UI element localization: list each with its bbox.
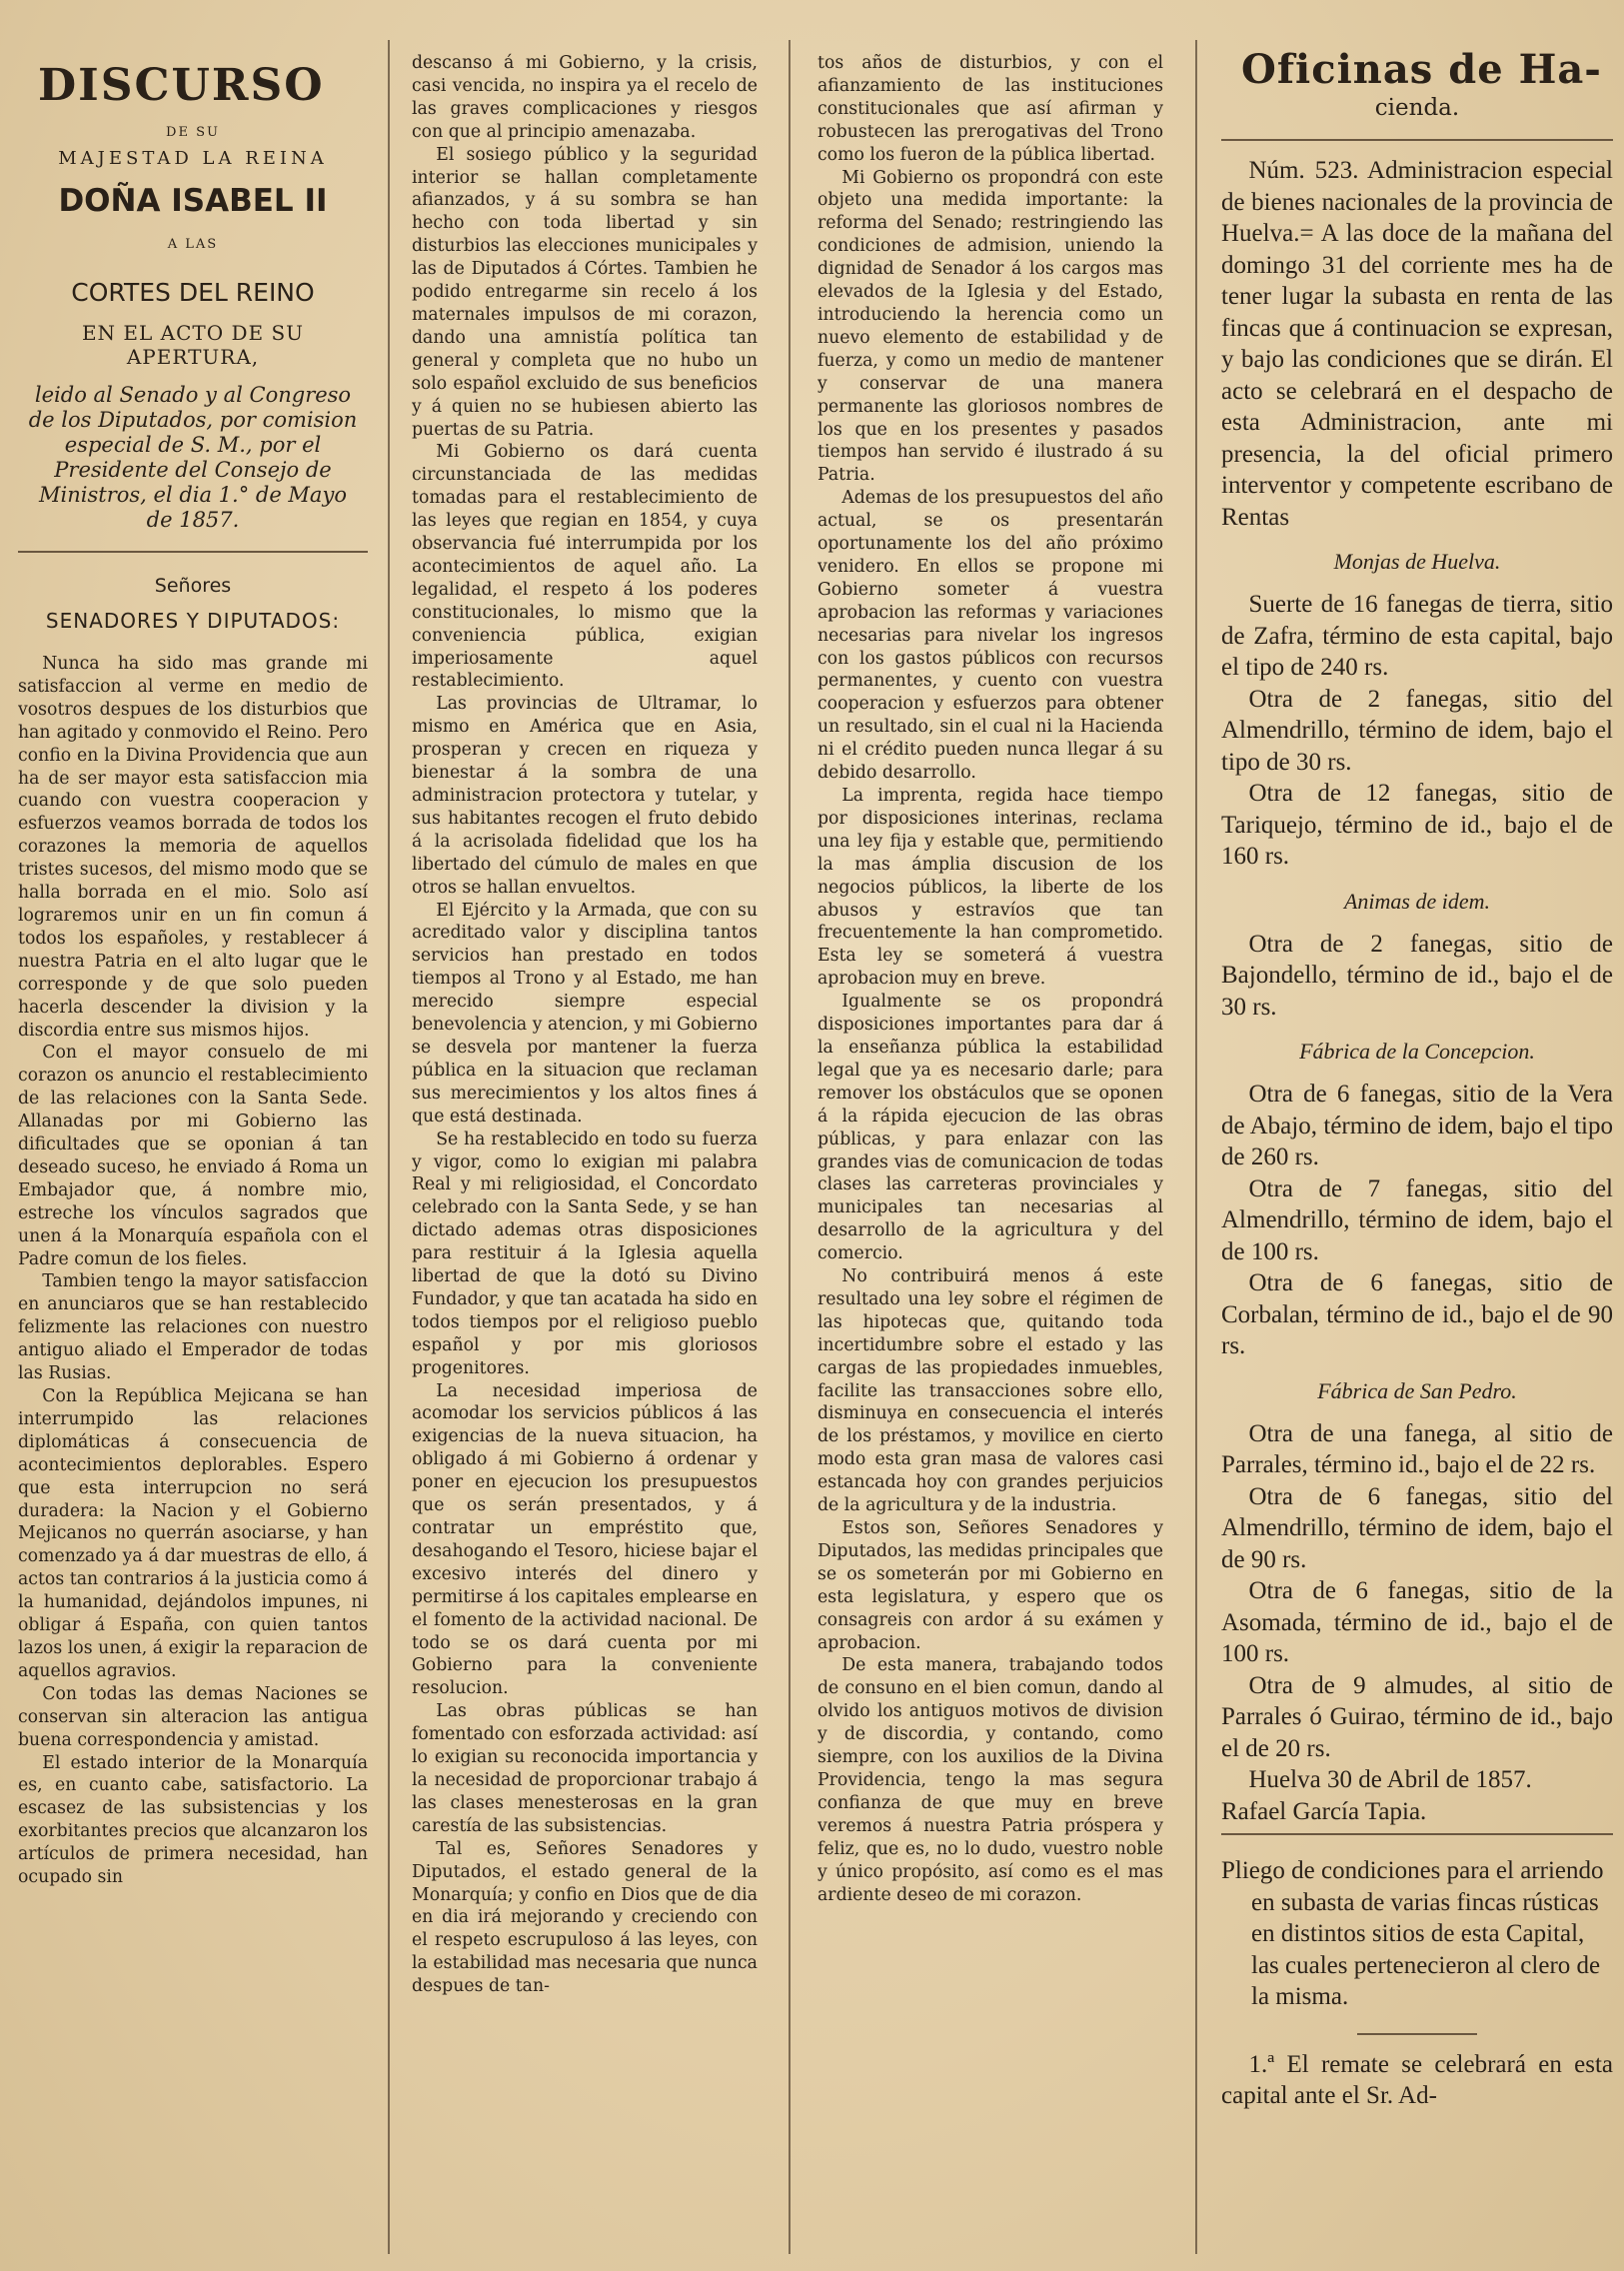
paragraph: El estado interior de la Monarquía es, en cuanto cabe, satisfactorio. La escasez de las subsistencias y los exorbitantes precios que alcanzaron los artículos de primera necesidad, han ocupado sin <box>18 1752 368 1888</box>
acto-heading: EN EL ACTO DE SU APERTURA, <box>81 321 305 369</box>
majestad-line: MAJESTAD LA REINA <box>58 148 328 169</box>
paragraph: Con todas las demas Naciones se conservan sin alteracion las antigua buena correspondencia y amistad. <box>18 1683 368 1750</box>
paragraph: Con el mayor consuelo de mi corazon os anuncio el restablecimiento de las relaciones con la Santa Sede. Allanadas por mi Gobierno las dificultades que se oponian á tan deseado suceso, he enviado á Roma un Embajador que, á nombre mio, estreche los vínculos sagrados que unen á la Monarquía española con el Padre comun de los fieles. <box>18 1043 368 1269</box>
column-rule <box>1195 40 1197 2254</box>
paragraph: Las provincias de Ultramar, lo mismo en América que en Asia, prosperan y crecen en riqueza y bienestar á la sombra de una administracion protectora y tutelar, y sus habitantes recogen el fruto debido á la acrisolada fidelidad que los ha libertado del cúmulo de males en que otros se hallan envueltos. <box>412 694 758 898</box>
paragraph: No contribuirá menos á este resultado una ley sobre el régimen de las hipotecas que, quitando toda incertidumbre sobre el estado y las cargas de las propiedades inmuebles, facilite las transacciones sobre ello, disminuya en consecuencia el interés de los préstamos, y movilice en cierto modo esta gran masa de valores casi estancada hoy con grandes perjuicios de la agricultura y de la industria. <box>817 1266 1163 1516</box>
condition-1: 1.ª El remate se celebrará en esta capital ante el Sr. Ad- <box>1221 2050 1613 2109</box>
paragraph: El Ejército y la Armada, que con su acreditado valor y disciplina tantos servicios han prestado en todos tiempos al Trono y al Estado, me han merecido siempre especial benevolencia y atencion, y mi Gobierno se desvela por mantener la fuerza pública en la situacion que reclaman sus merecimientos y los altos fines á que está destinada. <box>412 900 758 1127</box>
date-line: Huelva 30 de Abril de 1857. <box>1248 1766 1532 1793</box>
paragraph: La necesidad imperiosa de acomodar los servicios públicos á las exigencias de la nueva situacion, ha obligado á mi Gobierno á ordenar y poner en ejecucion los presupuestos que os serán presentados, y á contratar un empréstito que, desahogando el Tesoro, hiciese bajar el excesivo interés del dinero y permitirse á los capitales emplearse en el fomento de la actividad nacional. De todo se os dará cuenta por mi Gobierno para la conveniente resolucion. <box>412 1380 758 1699</box>
paragraph: Se ha restablecido en todo su fuerza y vigor, como lo exigian mi palabra Real y mi religiosidad, el Concordato celebrado con la Santa Sede, y se han dictado ademas otras disposiciones para restituir á la Iglesia aquella libertad de que la dotó su Divino Fundador, y que tan acatada ha sido en todos tiempos por el religioso pueblo español y por mis gloriosos progenitores. <box>412 1129 758 1378</box>
signature: Rafael García Tapia. <box>1221 1797 1427 1825</box>
paragraph: tos años de disturbios, y con el afianzamiento de las instituciones constitucionales que así afirman y robustecen las prerogativas del Trono como los fueron de la pública libertad. <box>817 53 1163 165</box>
column-discurso-2 <box>412 52 758 2261</box>
column-discurso-3 <box>817 52 1163 2261</box>
paragraph: Mi Gobierno os dará cuenta circunstanciada de las medidas tomadas para el restablecimiento de las leyes que regian en 1854, y cuya observancia fué interrumpida por los acontecimientos de aquel año. La legalidad, el respeto á los poderes constitucionales, lo mismo que la conveniencia pública, exigian imperiosamente aquel restablecimiento. <box>412 442 758 692</box>
lot-item: Otra de 9 almudes, al sitio de Parrales ó Guirao, término de id., bajo el de 20 rs. <box>1221 1671 1613 1762</box>
oficinas-title: Oficinas de Ha- <box>1241 46 1602 93</box>
lot-item: Otra de 6 fanegas, sitio de la Asomada, término de id., bajo el de 100 rs. <box>1221 1577 1613 1667</box>
cortes-heading: CORTES DEL REINO <box>71 278 315 307</box>
paragraph: Tambien tengo la mayor satisfaccion en anunciaros que se han restablecido felizmente las relaciones con nuestro antiguo aliado el Emperador de todas las Rusias. <box>18 1271 368 1384</box>
section-heading: Fábrica de la Concepcion. <box>1299 1039 1535 1064</box>
section-heading: Animas de idem. <box>1343 888 1491 914</box>
leido-note: leido al Senado y al Congreso de los Diputados, por comision especial de S. M., por el Presidente del Consejo de Ministros, el dia 1.° de Mayo de 1857. <box>28 383 358 532</box>
announcement-intro: Núm. 523. Administracion especial de bienes nacionales de la provincia de Huelva.= A las doce de la mañana del domingo 31 del corriente mes ha de tener lugar la subasta en renta de las fincas que á continuacion se expresan, y bajo las condiciones que se dirán. El acto se celebrará en el despacho de esta Administracion, ante mi presencia, la del oficial primero interventor y competente escribano de Rentas <box>1221 157 1613 531</box>
paragraph: La imprenta, regida hace tiempo por disposiciones interinas, reclama una ley fija y estable que, permitiendo la mas ámplia discusion de los negocios públicos, la liberte de los abusos y estravíos que tan frecuentemente la han comprometido. Esta ley se someterá á vuestra aprobacion muy en breve. <box>817 786 1163 990</box>
lot-item: Otra de 6 fanegas, sitio del Almendrillo, término de idem, bajo el de 90 rs. <box>1221 1482 1613 1573</box>
lot-item: Otra de 12 fanegas, sitio de Tariquejo, término de id., bajo el de 160 rs. <box>1221 780 1613 870</box>
lot-item: Otra de 2 fanegas, sitio del Almendrillo, término de idem, bajo el tipo de 30 rs. <box>1221 685 1613 776</box>
lot-item: Otra de una fanega, al sitio de Parrales, término id., bajo el de 22 rs. <box>1221 1419 1613 1478</box>
divider <box>1221 139 1613 141</box>
divider <box>18 551 368 553</box>
lot-item: Otra de 6 fanegas, sitio de la Vera de Abajo, término de idem, bajo el tipo de 260 rs. <box>1221 1081 1613 1170</box>
paragraph: De esta manera, trabajando todos de consuno en el bien comun, dando al olvido los antiguos motivos de division y de discordia, y contando, como siempre, con los auxilios de la Divina Providencia, tengo la mas segura confianza de que muy en breve veremos á nuestra Patria próspera y feliz, que es, no lo dudo, vuestro noble y único propósito, así como es el mas ardiente deseo de mi corazon. <box>817 1655 1163 1905</box>
short-divider <box>1357 2033 1477 2035</box>
section-heading: Monjas de Huelva. <box>1333 549 1501 574</box>
column-oficinas-hacienda <box>1221 40 1613 2249</box>
lot-item: Otra de 6 fanegas, sitio de Corbalan, término de id., bajo el de 90 rs. <box>1221 1269 1613 1359</box>
paragraph: Tal es, Señores Senadores y Diputados, el estado general de la Monarquía; y confio en Dios que de dia en dia irá mejorando y creciendo con el respeto escrupuloso á las leyes, con la estabilidad mas necesaria que nunca despues de tan- <box>412 1838 758 1997</box>
paragraph: Nunca ha sido mas grande mi satisfaccion al verme en medio de vosotros despues de los disturbios que han agitado y conmovido el Reino. Pero confio en la Divina Providencia que aun ha de ser mayor esta satisfaccion mia cuando con vuestra cooperacion y esfuerzos veamos borrada de todos los corazones la memoria de aquellos tristes sucesos, del mismo modo que se halla borrada en el mio. Solo así lograremos unir en un fin comun á todos los españoles, y restablecer á nuestra Patria en el alto lugar que le corresponde y de que solo pueden hacerla descender la division y la discordia entre sus mismos hijos. <box>18 654 368 1041</box>
column-rule <box>789 40 791 2254</box>
queen-name: DOÑA ISABEL II <box>58 183 328 219</box>
lot-item: Otra de 7 fanegas, sitio del Almendrillo, término de idem, bajo el de 100 rs. <box>1221 1174 1613 1265</box>
paragraph: Las obras públicas se han fomentado con esforzada actividad: así lo exigian su reconocida importancia y la necesidad de proporcionar trabajo á las clases menesterosas en la gran carestía de las subsistencias. <box>412 1701 758 1836</box>
senadores-heading: SENADORES Y DIPUTADOS: <box>45 609 341 633</box>
a-las: A LAS <box>167 237 219 252</box>
column-rule <box>388 40 390 2254</box>
discurso-title: DISCURSO <box>38 60 325 111</box>
lot-item: Otra de 2 fanegas, sitio de Bajondello, término de id., bajo el de 30 rs. <box>1221 930 1613 1021</box>
paragraph: Mi Gobierno os propondrá con este objeto una medida importante: la reforma del Senado; restringiendo las condiciones de admision, uniendo la dignidad de Senador á los cargos mas elevados de la Iglesia y del Estado, introduciendo la herencia como un nuevo elemento de estabilidad y de fuerza, y como un medio de mantener y conservar de una manera permanente las gloriosos nombres de los que en los presentes y pasados tiempos han servido é ilustrado á su Patria. <box>817 167 1163 486</box>
oficinas-title-cont: cienda. <box>1374 95 1460 121</box>
paragraph: Igualmente se os propondrá disposiciones importantes para dar á la enseñanza pública la estabilidad legal que ya es necesario darle; para remover los obstáculos que se oponen á la rápida ejecucion de las obras públicas, y para enlazar con las grandes vias de comunicacion de todas clases las carreteras provinciales y municipales tan necesarias al desarrollo de la agricultura y del comercio. <box>817 992 1163 1264</box>
paragraph: Con la República Mejicana se han interrumpido las relaciones diplomáticas á consecuencia de acontecimientos deplorables. Espero que esta interrupcion no será duradera: la Nacion y el Gobierno Mejicanos no querrán asociarse, y han comenzado ya á dar muestras de ello, á actos tan contrarios á la justicia como á la humanidad, dejándolos impunes, ni obligar á España, con quien tantos lazos los unen, á exigir la reparacion de aquellos agravios. <box>18 1386 368 1681</box>
divider <box>1221 1833 1613 1835</box>
paragraph: El sosiego público y la seguridad interior se hallan completamente afianzados, y á su sombra se han hecho con toda libertad y sin disturbios las elecciones municipales y las de Diputados á Córtes. Tambien he podido entregarme sin recelo á los maternales impulsos de mi corazon, dando una amnistía política tan general y completa que no hubo un solo español excluido de sus beneficios y á quien no se hubiesen abierto las puertas de su Patria. <box>412 144 758 440</box>
paragraph: Estos son, Señores Senadores y Diputados, las medidas principales que se os someterán por mi Gobierno en esta legislatura, y espero que os consagreis con ardor á su exámen y aprobacion. <box>817 1518 1163 1653</box>
senores-heading: Señores <box>154 575 232 597</box>
pliego-heading: Pliego de condiciones para el arriendo en subasta de varias fincas rústicas en distintos sitios de esta Capital, las cuales pertenecieron al clero de la misma. <box>1221 1857 1604 2010</box>
paragraph: Ademas de los presupuestos del año actual, se os presentarán oportunamente los del año próximo venidero. En ellos se propone mi Gobierno someter á vuestra aprobacion las reformas y variaciones necesarias para nivelar los ingresos con los gastos públicos con recursos permanentes, y cuento con vuestra cooperacion y esfuerzos para obtener un resultado, sin el cual ni la Hacienda ni el crédito pueden nunca llegar á su debido desarrollo. <box>817 488 1163 784</box>
column-discurso-1 <box>18 52 368 2261</box>
de-su: DE SU <box>166 125 220 140</box>
lot-item: Suerte de 16 fanegas de tierra, sitio de Zafra, término de esta capital, bajo el tipo de 240 rs. <box>1221 591 1613 681</box>
section-heading: Fábrica de San Pedro. <box>1317 1377 1517 1403</box>
paragraph: descanso á mi Gobierno, y la crisis, casi vencida, no inspira ya el recelo de las graves complicaciones y riesgos con que al principio amenazaba. <box>412 53 758 142</box>
